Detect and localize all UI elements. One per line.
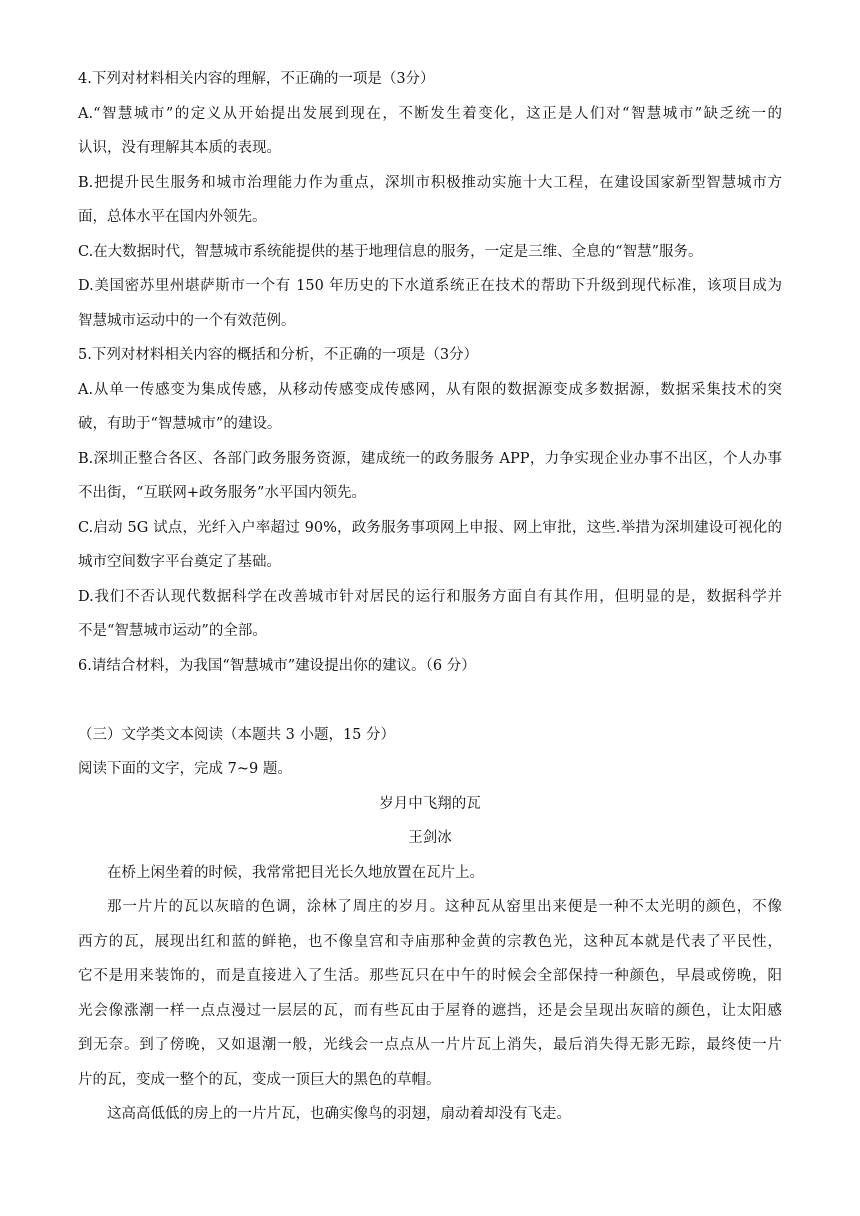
question-5-option-b-line1: B.深圳正整合各区、各部门政务服务资源，建成统一的政务服务 APP，力争实现企业办事不出区，个人办事 [78,450,782,467]
section-3-heading: （三）文学类文本阅读（本题共 3 小题，15 分） [78,726,396,743]
question-4-option-a-line2: 认识，没有理解其本质的表现。 [78,140,281,156]
question-4-stem: 4.下列对材料相关内容的理解，不正确的一项是（3分） [78,71,435,87]
question-4-option-d-line2: 智慧城市运动中的一个有效范例。 [78,312,296,329]
question-5-option-a-line1: A.从单一传感变为集成传感，从移动传感变成传感网，从有限的数据源变成多数据源，数据采集技术的突 [78,381,782,398]
essay-paragraph-2-line4: 光会像涨潮一样一点点漫过一层层的瓦，而有些瓦由于屋脊的遮挡，还是会呈现出灰暗的颜色，让太阳感 [78,1002,782,1019]
essay-paragraph-2-line1: 那一片片的瓦以灰暗的色调，涂林了周庄的岁月。这种瓦从窑里出来便是一种不太光明的颜色，不像 [107,899,782,915]
essay-paragraph-1: 在桥上闲坐着的时候，我常常把目光长久地放置在瓦片上。 [107,864,484,881]
essay-author: 王剑冰 [408,830,452,846]
question-4-option-c: C.在大数据时代，智慧城市系统能提供的基于地理信息的服务，一定是三维、全息的“智慧”服务。 [78,243,703,260]
question-5-stem: 5.下列对材料相关内容的概括和分析，不正确的一项是（3分） [78,347,479,363]
essay-paragraph-2-line5: 到无奈。到了傍晚，又如退潮一般，光线会一点点从一片片瓦上消失，最后消失得无影无踪，最终使一片 [78,1037,782,1053]
question-5-option-c-line1: C.启动 5G 试点，光纤入户率超过 90%，政务服务事项网上申报、网上审批，这些.举措为深圳建设可视化的 [78,519,782,536]
reading-instruction: 阅读下面的文字，完成 7~9 题。 [78,761,292,777]
question-5-option-d-line1: D.我们不否认现代数据科学在改善城市针对居民的运行和服务方面自有其作用，但明显的是，数据科学并 [78,588,782,605]
question-4-option-b-line2: 面，总体水平在国内外领先。 [78,209,267,225]
document-page [78,62,782,1132]
essay-paragraph-2-line3: 它不是用来装饰的，而是直接进入了生活。那些瓦只在中午的时候会全部保持一种颜色，早晨或傍晚，阳 [78,968,782,984]
essay-title: 岁月中飞翔的瓦 [379,795,481,812]
question-6-stem: 6.请结合材料，为我国“智慧城市”建设提出你的建议。（6 分） [78,657,476,674]
question-4-option-a-line1: A.“智慧城市”的定义从开始提出发展到现在，不断发生着变化，这正是人们对“智慧城市”缺乏统一的 [78,105,782,122]
question-5-option-a-line2: 破，有助于“智慧城市”的建设。 [78,416,282,432]
question-4-option-d-line1: D.美国密苏里州堪萨斯市一个有 150 年历史的下水道系统正在技术的帮助下升级到现代标准，该项目成为 [78,278,782,294]
question-5-option-b-line2: 不出街，“互联网+政务服务”水平国内领先。 [78,485,366,501]
essay-paragraph-3: 这高高低低的房上的一片片瓦，也确实像鸟的羽翅，扇动着却没有飞走。 [107,1106,571,1122]
question-4-option-b-line1: B.把提升民生服务和城市治理能力作为重点，深圳市积极推动实施十大工程，在建设国家新型智慧城市方 [78,174,782,191]
question-5-option-c-line2: 城市空间数字平台奠定了基础。 [78,554,281,570]
question-5-option-d-line2: 不是“智慧城市运动”的全部。 [78,623,267,639]
essay-paragraph-2-line6: 片的瓦，变成一整个的瓦，变成一顶巨大的黑色的草帽。 [78,1071,441,1088]
section-spacer [78,683,782,718]
essay-paragraph-2-line2: 西方的瓦，展现出红和蓝的鲜艳，也不像皇宫和寺庙那种金黄的宗教色光，这种瓦本就是代表了平民性， [78,933,782,950]
